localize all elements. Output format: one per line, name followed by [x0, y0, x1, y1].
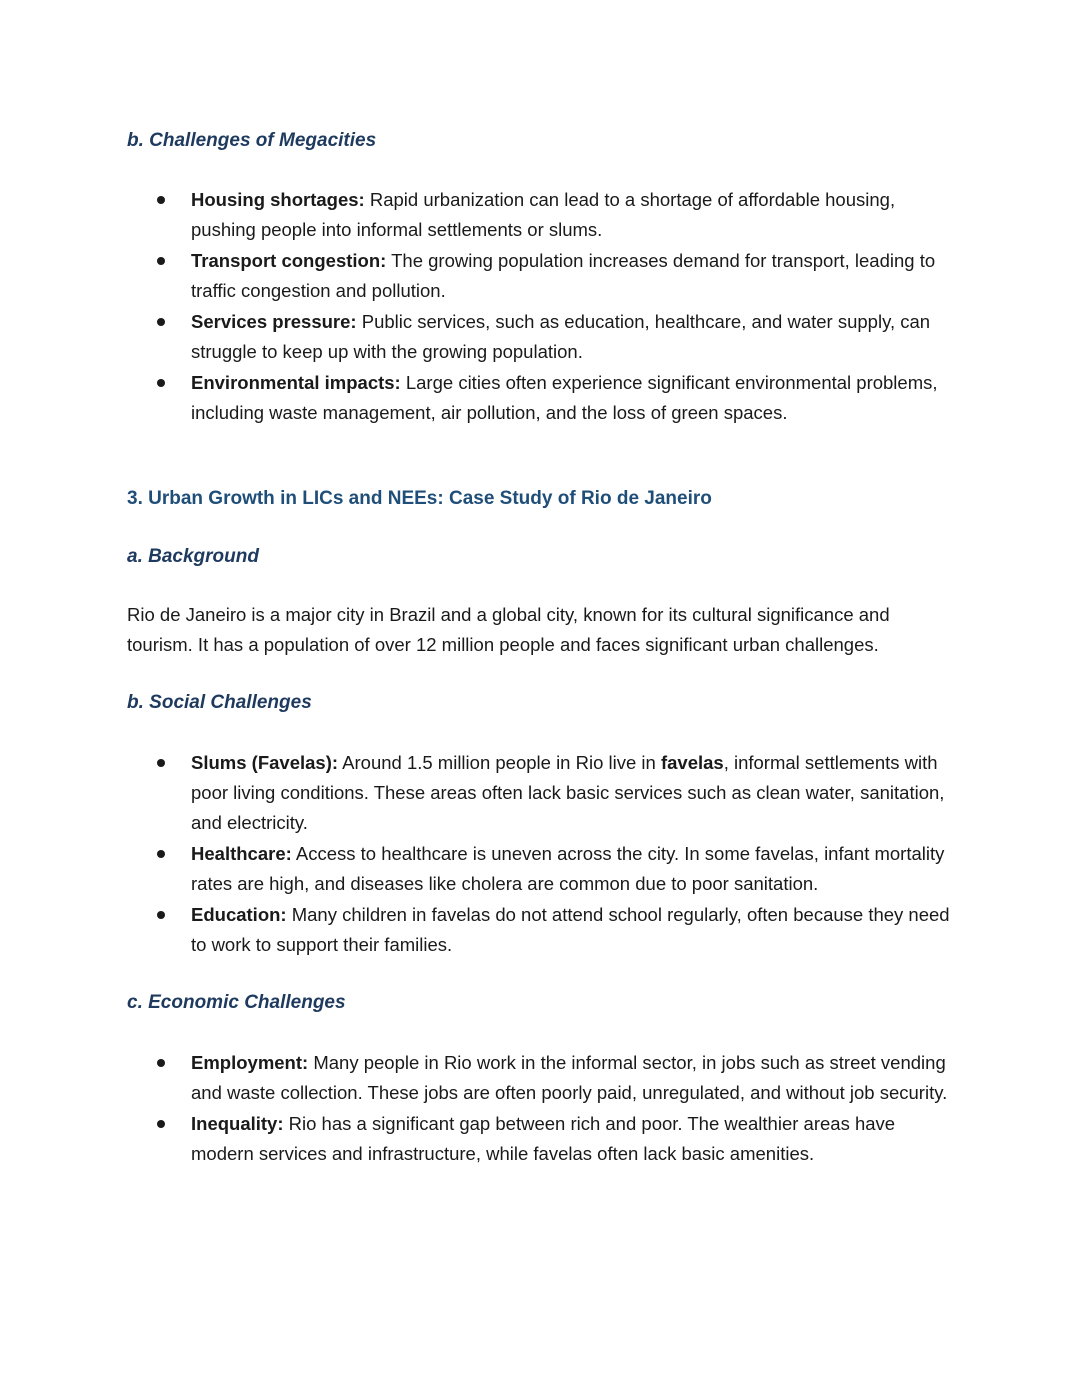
item-bold-word: favelas	[660, 752, 724, 773]
item-term: Inequality:	[191, 1113, 284, 1134]
heading-challenges-megacities: b. Challenges of Megacities	[127, 130, 377, 151]
heading-background: a. Background	[127, 546, 259, 567]
item-term: Environmental impacts:	[191, 372, 401, 393]
item-text: Rio has a significant gap between rich and poor. The wealthier areas have modern services and infrastructure, while favelas often lack basic amenities.	[191, 1113, 896, 1164]
heading-section-3: 3. Urban Growth in LICs and NEEs: Case Study of Rio de Janeiro	[127, 488, 712, 509]
list-item	[0, 1109, 951, 1169]
list-item	[0, 246, 951, 306]
list-item	[0, 185, 951, 245]
item-text: Large cities often experience significant environmental problems, including waste management, air pollution, and the loss of green spaces.	[191, 372, 938, 423]
item-text: The growing population increases demand for transport, leading to traffic congestion and pollution.	[191, 250, 936, 301]
bullet-icon	[157, 1059, 165, 1067]
item-term: Housing shortages:	[191, 189, 365, 210]
bullet-icon	[157, 1120, 165, 1128]
item-term: Healthcare:	[191, 843, 292, 864]
megacities-challenges-list	[0, 185, 960, 429]
item-term: Services pressure:	[191, 311, 357, 332]
item-term: Slums (Favelas):	[191, 752, 339, 773]
bullet-icon	[157, 379, 165, 387]
item-text: Rapid urbanization can lead to a shortage of affordable housing, pushing people into informal settlements or slums.	[191, 189, 896, 240]
item-term: Transport congestion:	[191, 250, 387, 271]
bullet-icon	[157, 759, 165, 767]
bullet-icon	[157, 850, 165, 858]
list-item	[0, 368, 951, 428]
item-text: Around 1.5 million people in Rio live in	[338, 752, 661, 773]
item-text: Public services, such as education, healthcare, and water supply, can struggle to keep up with the growing population.	[191, 311, 931, 362]
bullet-icon	[157, 257, 165, 265]
list-item	[0, 307, 951, 367]
item-term: Education:	[191, 904, 287, 925]
item-text: Many children in favelas do not attend school regularly, often because they need to work to support their families.	[191, 904, 950, 955]
list-item	[0, 900, 951, 960]
heading-social-challenges: b. Social Challenges	[127, 692, 312, 713]
list-item	[0, 748, 951, 838]
item-text: , informal settlements with poor living conditions. These areas often lack basic services such as clean water, sanitation, and electricity.	[191, 752, 945, 833]
item-text: Access to healthcare is uneven across the city. In some favelas, infant mortality rates are high, and diseases like cholera are common due to poor sanitation.	[191, 843, 945, 894]
bullet-icon	[157, 911, 165, 919]
item-term: Employment:	[191, 1052, 309, 1073]
economic-challenges-list	[0, 1048, 960, 1170]
heading-economic-challenges: c. Economic Challenges	[127, 992, 346, 1013]
bullet-icon	[157, 318, 165, 326]
list-item	[0, 839, 951, 899]
background-paragraph: Rio de Janeiro is a major city in Brazil and a global city, known for its cultural significance and tourism. It has a population of over 12 million people and faces significant urban challenges.	[127, 604, 890, 655]
item-text: Many people in Rio work in the informal sector, in jobs such as street vending and waste collection. These jobs are often poorly paid, unregulated, and without job security.	[191, 1052, 948, 1103]
list-item	[0, 1048, 951, 1108]
bullet-icon	[157, 196, 165, 204]
social-challenges-list	[0, 748, 960, 961]
